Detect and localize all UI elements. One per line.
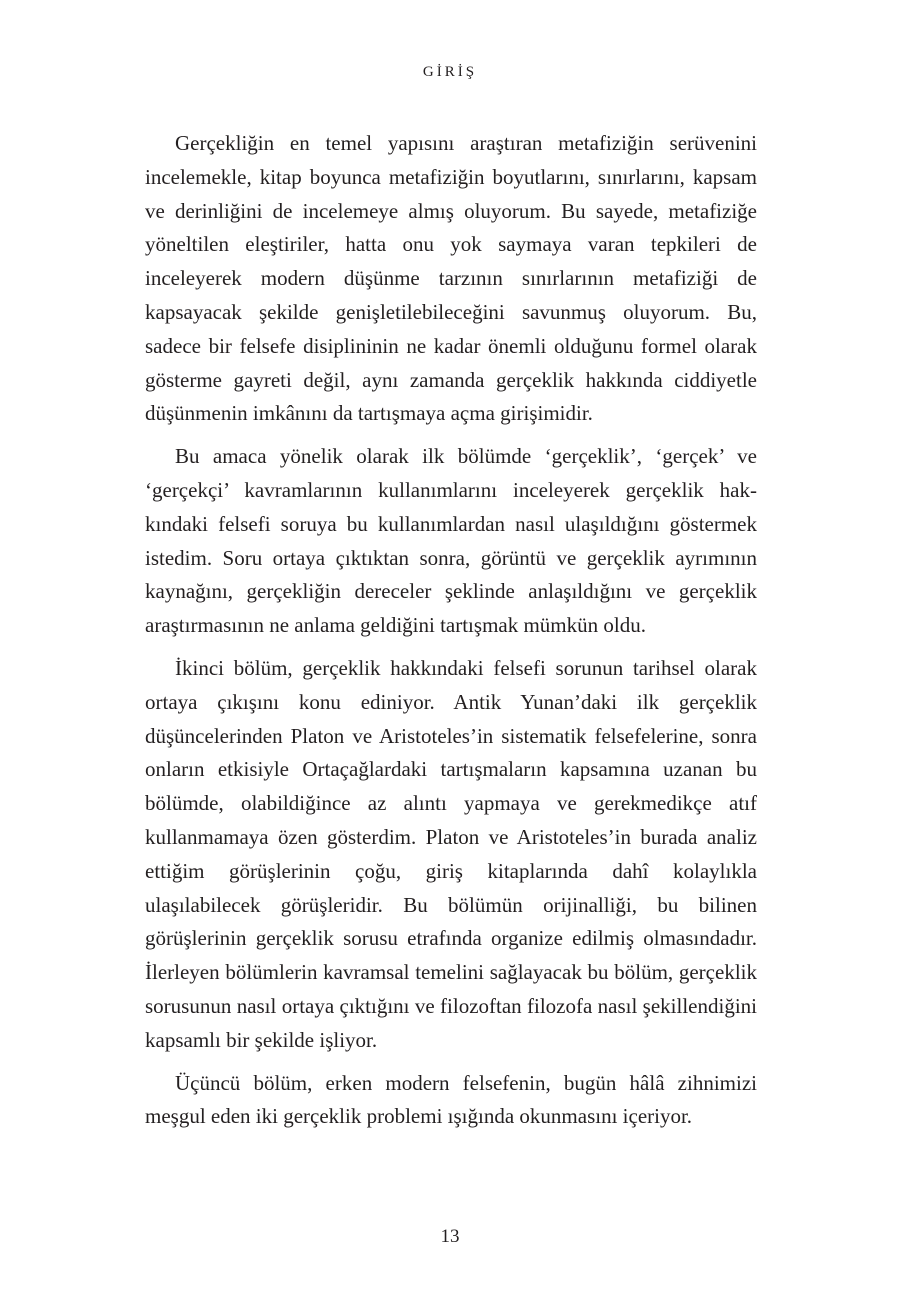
paragraph-2: Bu amaca yönelik olarak ilk bölümde ‘gerçeklik’, ‘gerçek’ ve ‘gerçekçi’ kavramlarının kullanımlarını inceleyerek gerçeklik hakkındaki felsefi soruya bu kullanımlardan nasıl ulaşıldığını göstermek istedim. Soru ortaya çıktıktan sonra, görüntü ve gerçeklik ayrımının kaynağını, gerçekliğin dereceler şeklinde anlaşıldığını ve gerçeklik araştırmasının ne anlama geldiğini tartışmak mümkün oldu. <box>145 444 757 638</box>
body-text <box>145 127 757 1134</box>
paragraph-4: Üçüncü bölüm, erken modern felsefenin, bugün hâlâ zihnimizi meşgul eden iki gerçeklik problemi ışığında okunmasını içeriyor. <box>145 1070 757 1129</box>
paragraph-1: Gerçekliğin en temel yapısını araştıran metafiziğin serüvenini incelemekle, kitap boyunca metafiziğin boyutlarını, sınırlarını, kapsam ve derinliğini de incelemeye almış oluyorum. Bu sayede, metafiziğe yöneltilen eleştiriler, hatta onu yok saymaya varan tepkileri de inceleyerek modern düşünme tarzının sınırlarının metafiziği de kapsayacak şekilde genişletilebileceğini savunmuş oluyorum. Bu, sadece bir felsefe disiplininin ne kadar önemli olduğunu formel olarak gösterme gayreti değil, aynı zamanda gerçeklik hakkında ciddiyetle düşünmenin imkânını da tartışmaya açma girişimidir. <box>145 131 757 426</box>
page-number: 13 <box>440 1226 460 1247</box>
paragraph-3: İkinci bölüm, gerçeklik hakkındaki felsefi sorunun tarihsel olarak ortaya çıkışını konu ediniyor. Antik Yunan’daki ilk gerçeklik düşüncelerinden Platon ve Aristoteles’in sistematik felsefelerine, sonra onların etkisiyle Ortaçağlardaki tartışmaların kapsamına uzanan bu bölümde, olabildiğince az alıntı yapmaya ve gerekmedikçe atıf kullanmamaya özen gösterdim. Platon ve Aristoteles’in burada analiz ettiğim görüşlerinin çoğu, giriş kitaplarında dahî kolaylıkla ulaşılabilecek görüşleridir. Bu bölümün orijinalliği, bu bilinen görüşlerinin gerçeklik sorusu etrafında organize edilmiş olmasındadır. İlerleyen bölümlerin kavramsal temelini sağlayacak bu bölüm, gerçeklik sorusunun nasıl ortaya çıktığını ve filozoftan filozofa nasıl şekillendiğini kapsamlı bir şekilde işliyor. <box>145 655 757 1052</box>
running-head: GİRİŞ <box>422 64 478 80</box>
